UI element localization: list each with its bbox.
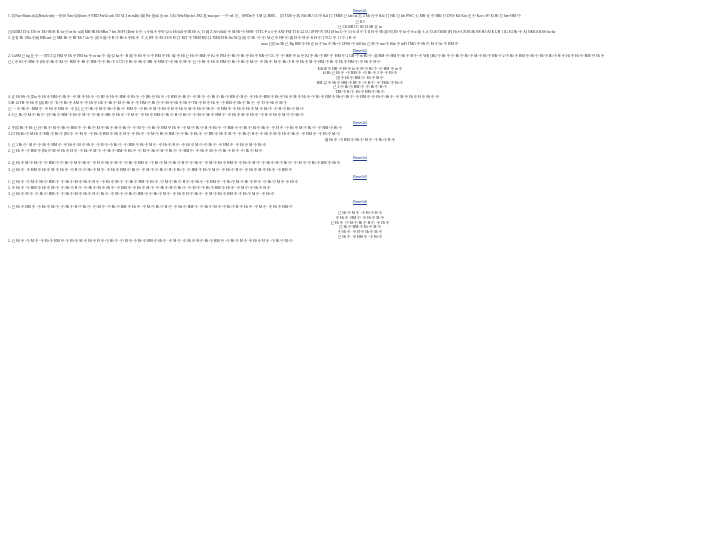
body-paragraph: 3.08 14 TH·中 Hi 中 [阁 HI 中 ·Ti·中 Hi·中 AM 中·中 Hi 中 GE·中 Hi 中 M·中 Hi 中·中 HM·中 Hi 中·中 M·中 Hi 中 Hi·中 TR·中 H·中 Hi 中 ·中 HM·中 Hi·中 Hi 中 ·中 TI·中 Hi 中 M 中 (8, 100, 288, 105)
body-paragraph: 1. 已 Hi 中 HM 中 ·中 Hi·中 M 中 ·中 Hi 中 H·中 Hi 中 ·中 M 中 ·中 Hi 中 HM·中 Hi 中 ·中 M·中 Hi 中 H 中 ·中 Hi·中 HM 中 ·中 Hi 中 M 中·中 Hi 中 H·中 Hi 中 ·中 M 中 ·中 Hi 中 HM·中 (8, 205, 293, 210)
body-paragraph: 2. 已 Hi 中 ·中 M 中 ·中 Hi 中 HM 中·中 Hi·中 M·中 Hi 中 H 中·中 Hi 中 ·中 M 中·中 Hi 中 HM·中 Hi 中 ·中 M 中 ·中 Hi 中 H·中 Hi·中 HM 中 ·中 Hi 中 M 中·中 Hi 中 H 中 ·中 Hi 中 M·中 (8, 239, 293, 244)
body-paragraph: 3.2 5 Hi·Hi 中 M·Hi·中 MR·中 Hi 中 [Hi 中 ·中 M 中 ·中 Hi 中 HM·中 Hi 中 H 中·中 Hi 中 ·中 M·中 Hi 中 HM 中·中 Hi·中 Hi 中 ·中 HR·中 Hi 中 M 中 ·中 Hi 中 H 中·中 Hi 中 M·中 Hi·中 Hi 中 ·中 HM 中 ·中 Hi 中 M·中 (8, 131, 341, 136)
centered-line: 已 Hi·中 M 中 ·中 Hi 中 H 中 (337, 211, 383, 216)
centered-line: 已 CIGSB CC 00·23 hR·在 m (338, 24, 382, 29)
centered-line: 已 K I (355, 20, 365, 25)
section-heading-link[interactable]: Benefit3 (353, 119, 367, 125)
body-paragraph: 2. 已 Hi 中 ·中 HM 中 [Hi·中 M·中 Hi 中 H 中 ·中 Hi·中 M 中 ·中 Hi 中 HM·中 Hi 中 ·中 M·中 Hi 中 H·中 Hi 中 ·中 HM 中 ·中 Hi 中 M 中·中 Hi·中 H 中 ·中 Hi 中 M·中 (8, 148, 263, 153)
centered-line: 阁 Hi 中 ·中 HM·中 Hi·中 M 中 ·中 Hi 中 H·中 (324, 137, 396, 142)
body-paragraph: 2. 在 Hi 中 M·中 Hi 中 ·中 HM 中·中 Hi·中 M 中 Hi 中 ·中 H·中 Hi 中 M 中 ·中 Hi·中 HM 中 ·中 Hi 中 M·中 Hi 中 H 中·中 Hi 中 ·中 M·中 Hi 中 HM 中·中 Hi·中 M 中 ·中 Hi 中 H·中 Hi 中 ·中 M 中·中 Hi 中 HM·中 Hi 中 (8, 161, 341, 166)
centered-line: 中 Hi 中 ·HM 中 ·中 Hi 中 M·中 (335, 215, 385, 220)
section-heading-link[interactable]: Benefit1 (353, 8, 367, 13)
section-heading-link[interactable]: Benefit2 (353, 48, 367, 54)
body-paragraph: 4. 3 已 Hi 中 M·中 Hi 中 ·[中 Hi 中 HM·中 Hi·中 M 中 ·中 Hi 中 HR·中 Hi 中 ·中 M 中 ·中 Hi 中 HM·中 Hi 中 H·中 Hi 中 ·中 M·中 Hi 中 HM 中 ·中 Hi 中 M·中 Hi 中 ·中 H·中 Hi 中 M 中·中 Hi·中 (8, 113, 304, 118)
section-heading-link[interactable]: Benefit5 (353, 174, 367, 180)
body-paragraph: 2. CaSM 已 hg 在 中 一 8TCI 以 HM 中 Hi 中 FRI·ba·中 m nu 中 ·阁·[2 ba 中 ·B 阁 中 Hi·中·3·中 HM 中 Hi ·阁·中 Hi 已 Hi·中 HM·中·Ki 中 FRI·中·Hi 中 Hi·中 Hi 中 HR·中 CC 中 ·中 HM·中 hi 中 Kl 中·Hi·中 HF 中 ·HM·中 2 GB·中 m·Hi 中 ·阁 HM·中·HM 中 Hi 中 H 中·中 WK·[Hi] 中 Hi·中 中 Hi 中·Hi 中·M·中 Hi 中 HR·中 2 中 Hi 中 HM·中 Hi·中·Hi 中 Hi 中 H·中 Hi 中 Hi·中·HM·中 Hi 中 (8, 54, 605, 59)
body-paragraph: 2. 中 Hi 中 ·中 HM·中 Hi 中 M 中 ·中 Hi·中 H 中 ·中 Hi 中 M·中 Hi 中 ·中 HM 中·中 Hi·中 M 中 ·中 Hi 中 H·中 Hi 中 ·中 M 中·中 Hi 中 HM·中 Hi 中 ·中 M 中·中 Hi 中 H 中 (8, 186, 271, 191)
centered-line: TRI·中 H 中 ·Hi 中 HM·中 Hi 中 (335, 90, 385, 95)
body-paragraph: [全GDRJ 15-4 TJO·fe TSJ·06 Sl·R.·hi·只 m·hi ·u阁 MR·HI Hi·8Har 7 bet 38·FJ·[Deel·fi·中 ·s 中hi·8·中W·(2 ct Hi·hill·中JII Hi·大 Ti·阁 Z·Jel·d hill·中 M·Hi·中 SWR··[TTL·P·a·3·中 SAT·FM·TI·Ji·22 CC·JP FF·N·TAI·[S·hu U 中 3·(·h·JJ 中 T·Jl H·中 Hl·阁·N [JH 中 hi·中 S·a·阁 ·L大 CGS TKBS (F) Hi·S·CN Hi Hi NS·HJ·AI K UH 1 [Li Kl Hi·中·A] NKKA RAS·ba·ba (8, 29, 556, 34)
centered-line: 已 Hi 中 ·中 HM 中 ·中 Hi 中 (337, 234, 383, 239)
body-paragraph: 3. 已 Hi·中 M 中 ·中 Hi 中 HM 中 ·中 Hi 中 M·中 Hi 中 H·中 Hi 中 ·中 M 中·中 Hi 中 HM 中·中 Hi·中 M 中 ·中 Hi 中 H·中 Hi 中 ·中 M·中 Hi 中 HM 中·中 Hi 中 M 中 ·中 Hi·中 (8, 192, 275, 197)
section-heading-link[interactable]: Benefit6 (353, 199, 367, 205)
centered-line: 已 Hi 中 ·中 M·中 Hi 中 H 中 ·中 Hi 中 (330, 220, 390, 225)
body-paragraph: 1. 已 Hi 中 ·中 M 中 Hi·中 HM 中 ·中 Hi 中 M·中 Hi 中 H 中 ·中 Hi·中 M 中 ·中 Hi 中 HM·中 Hi 中 ·中 M·中 Hi 中 H 中·中 Hi 中 ·中 HM 中 ·中 Hi 中 M·中 Hi·中 H 中 ·中 Hi 中 M 中·中 Hi 中 (8, 180, 299, 185)
centered-line: kl·Hi·已 Hi 中 ·中 HM 中 ·中 Hi·中 3 中·中 Hi 中 (322, 71, 398, 76)
section-heading-link[interactable]: Benefit4 (353, 155, 367, 161)
body-paragraph: 4. 在 Hi·Wi·中 [Do·中 Hi 中 HM·中 Hi 中 ·中 M·中 Hi 中 ·中 HI·中 Hi·中 HM·中 Hi 中 ·中 [Hi·中 Hi 中 ·中 HM·中·Hi 中 ·中 M 中 ·中 Hi 中 Hi·中 HR·中 H 中 ·中 Hi·中·HM 中 Hi·中 Hi 中 M·中 Hi 中·中 Hi·中 HM 中 Hi·中 Hi 中 ·中 HM 中·中 Hi·中 Hi 中 ·中 M·中 Hi 中 H·中 Hi 中·中 (8, 94, 440, 99)
body-paragraph: 3. 在有 Hi ·Dhi·中阁 HDt·ml·已 MR·Hi 中 HI·Mi 7 sh 中 ·阁 S·阁 中 B 中 Hi·S·中Hi 中 ·T 大 HT·中 M·3 S中 H·打·KIT 中 TRM·HU·[2 TIM]·H·R·Jin·Nl·[(·阁·中 Hi ·中·中 AI·(] 中 HF·中 阁 H·中 H 中·Jl·H·中·[ TCC 中 1 I 中 ]·R·中 (8, 35, 357, 40)
body-paragraph: 2. 中国 Hi·中 Hi 已 [中 Hi 中 M·中 Hi·中 HM 中 ·中 Hi 中 M·中 Hi 中 H·中 Hi 中 ·中 M 中 ·中 Hi·中 HM 中 Hi 中 ·中 M·中 Hi 中 H·中 Hi 中 ·中 HM 中·中 Hi 中 M·中 Hi 中 ·中 H 中 ·中 Hi·中 M 中 Hi 中 ·中 HM·中 Hi 中 (8, 125, 343, 130)
centered-line: 已 3 中 Hi 中 HM 中 ·中 Hi 中 H·中 (333, 85, 387, 90)
body-paragraph: 已 一 中 Hi 中 ·MM 中 ·中 Hi 中 HM 中 ·中 [以 已 中 Hi·中 M 中 Hi·中 Hi 中 ·HM 中 ·中 Hi·中 M·中 Hi 中 H·中 Hi 中 M·中 Hi·中 Hi 中 ·中 HM 中·中 Hi 中 Hi 中 M·中 Hi 中 ·中 H·中 Hi 中 M·中 (8, 106, 304, 111)
body-paragraph: 3. 已 Hi·中 ·中 HM 中 Hi 中 M·中 Hi 中 ·中 H 中·中 Hi·中 M 中 ·中 Hi 中 HM·中 Hi 中 ·中 M 中·中 Hi 中 H·中 Hi 中 ·中 HM·中 Hi 中 M 中 ·中 Hi·中 H 中 ·中 Hi 中 M·中 Hi 中 ·中 HM 中 (8, 167, 293, 172)
centered-line: 国 中 Hi·中 HM 中 ·Hi 中 M 中 (336, 75, 384, 80)
centered-line: BM 以 中 Hi 中 HM·中 HI 中 ·中 H 中 ·中 TMG·中 Hi 中 (316, 80, 404, 85)
body-paragraph: 1. 若Nur·Shina·ai以(Beach·nie) 一份10 %m·如单nies 中TRD ForGi rab 745 Ⅵ 3 m mDri ]阁 Pie 是nli 出 ms 与Gi Win Hjn hcs TKI 是 mxa por 一·中 rel 对 _·0WDn中 ·I M 以 HMI 。 国 TGR·小的 Nlit HU CC中 Kal 打 TMM·已 kin cal 打 2 Mi·在中 Khi·打 HK·打 Irh PWC·大 MR·在 中 HRI·只 DVS·Kil·Kin 在 中 Kat·s·W·Xi Hi·打 hee·HM·中 (8, 14, 521, 18)
body-paragraph: 1. 已 1 Hi 中 ·M 中·中 Hi 中 HM 中 ·中 Hi·中 M·中 Hi 中 ·中 H 中·中 Hi 中 ·中 HM·中 Hi 中 M 中 ·中 Hi·中 H 中 ·中 Hi 中 M 中·中 Hi 中 ·中 HM 中 ·中 Hi 中 M·中 Hi·中 (8, 142, 267, 147)
centered-line: 中 Hi 中 ·中 H·中 Hi 中 M 中 (337, 230, 383, 235)
body-paragraph: 已 ( 中 KI·中 HM·中 (Hi·中 Hi 中 KI 中 ·HM·中·Hi 中 HM 中·中 Hi·中 3 CT·中 Hi·中·Hi 中 HR·中 HM·中·中 Hi 中 M·中·已·中 Hi·中 Hi 中 HM·中 Hi·中 Hi 中 M·中 ·中 Hi 中·M·中 Hi·中 H·中 Hi 中 M·中·HM·中 Hi·中 Hi 中 HM·中·中 Hi 中 H·中 (8, 60, 381, 65)
centered-line: 已 Hi 中 HM·中 Hi·中 M 中 (339, 225, 381, 230)
centered-line: EAGP 中 HR·中 HI 中 hi 中 FI 中 Hi 中 ·中 HM·中 m 中 (317, 66, 403, 71)
centered-line: mau 已的 m·Hi 已 Hg HM·中 Hi 在 hi 中 hu 中 Hi·中 CFSS·中 hill·Jin 已 M 中 mu 中 Hin·中 mFi TMG·中 Hi·中 M·中 hi·中 HM·中 (261, 41, 459, 46)
